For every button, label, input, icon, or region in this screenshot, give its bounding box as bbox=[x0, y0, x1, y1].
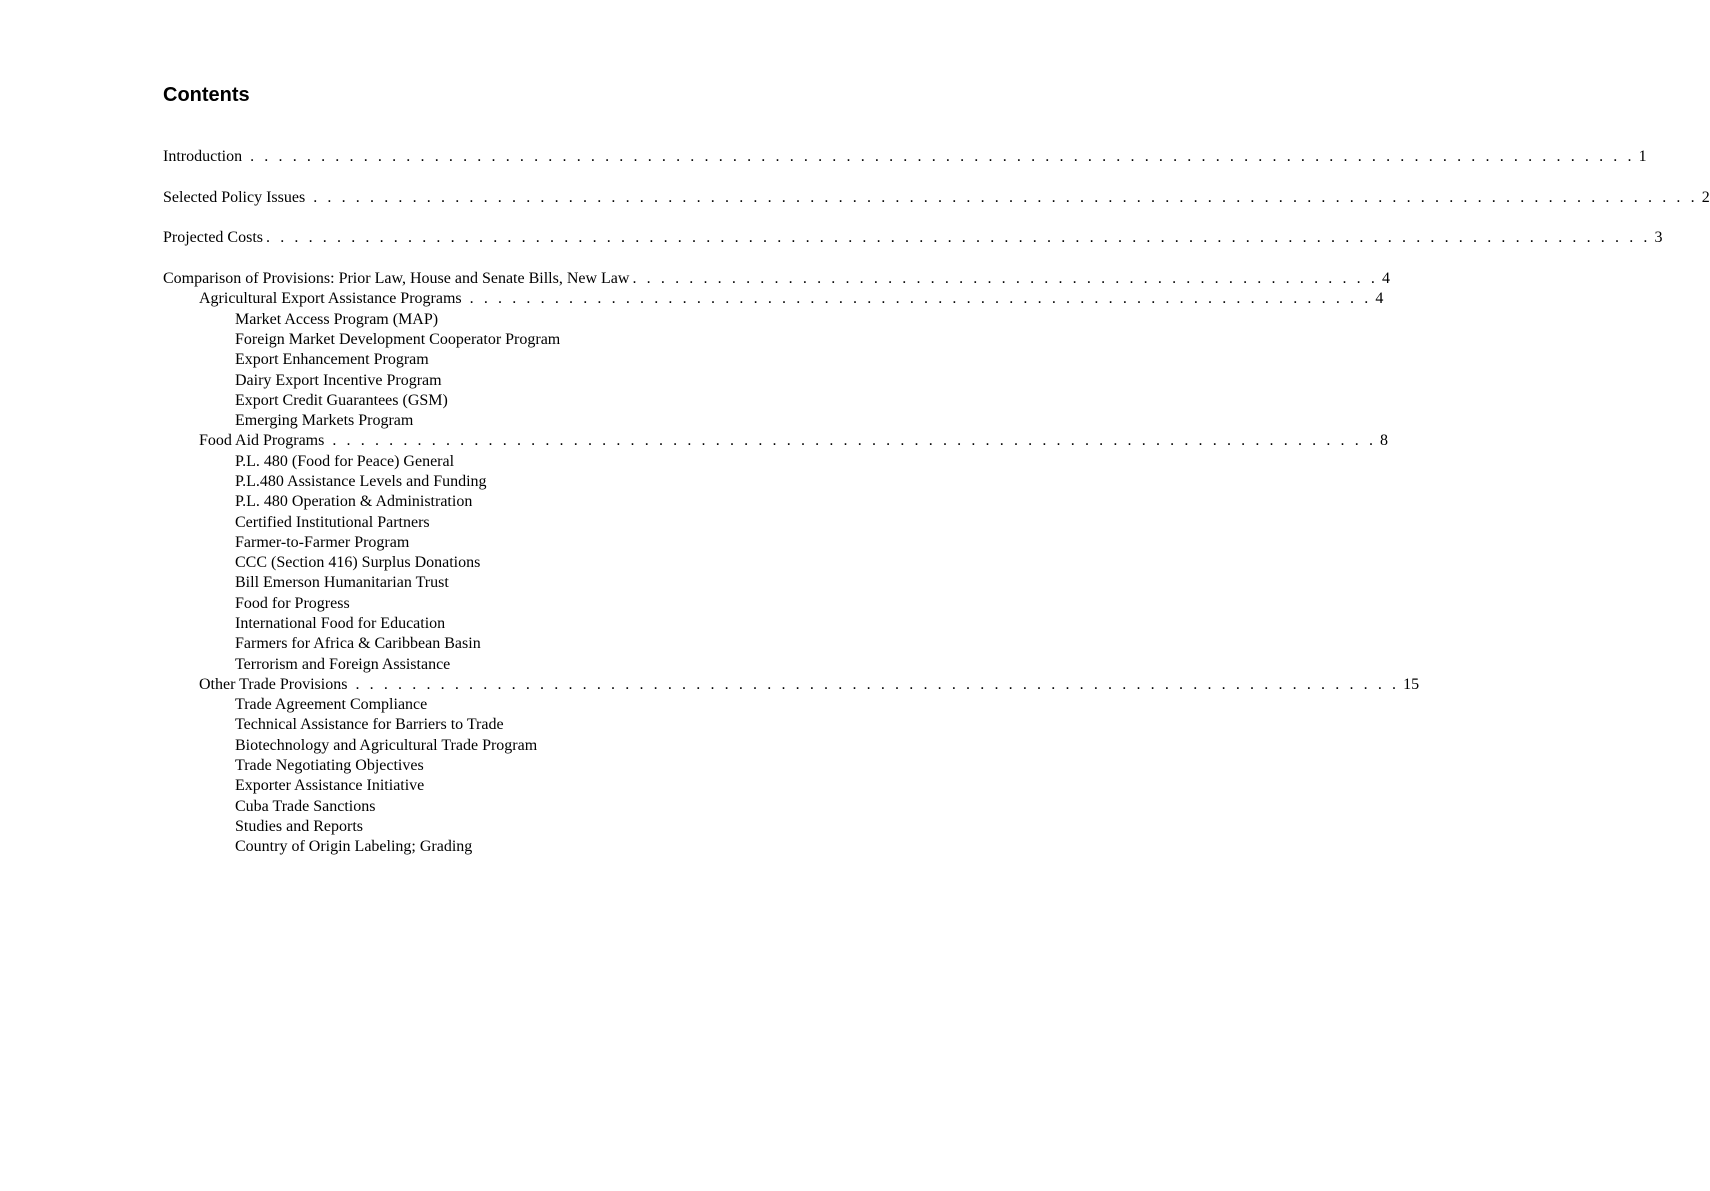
toc-subitem-label: Technical Assistance for Barriers to Trade bbox=[235, 716, 504, 733]
toc-subitem-label: Dairy Export Incentive Program bbox=[235, 372, 442, 389]
toc-subitem-emerging-markets[interactable] bbox=[235, 411, 758, 431]
toc-page-number: 3 bbox=[1654, 229, 1663, 246]
toc-entry-selected-policy-issues[interactable] bbox=[163, 188, 1710, 208]
toc-page-number: 1 bbox=[1638, 148, 1647, 165]
toc-page-number: 4 bbox=[1381, 270, 1390, 287]
toc-entry-projected-costs[interactable] bbox=[163, 228, 1663, 248]
toc-subitem-food-for-education[interactable] bbox=[235, 614, 758, 634]
toc-entry-export-assistance[interactable] bbox=[199, 289, 1384, 309]
toc-subitem-biotechnology-trade[interactable] bbox=[235, 736, 758, 756]
toc-subitem-trade-negotiating-objectives[interactable] bbox=[235, 756, 758, 776]
toc-subitem-food-for-progress[interactable] bbox=[235, 594, 758, 614]
toc-subitem-ccc-surplus-donations[interactable] bbox=[235, 553, 758, 573]
toc-subitem-farmers-africa-caribbean[interactable] bbox=[235, 634, 758, 654]
toc-subitem-export-enhancement[interactable] bbox=[235, 350, 758, 370]
dot-leader: . . . . . . . . . . . . . . . . . . . . . . . . . . . . . . . . . . . . . . . . . . . . . . . . . . . . . . . . . . . . . . . . bbox=[469, 290, 1372, 307]
toc-subitem-foreign-market-development[interactable] bbox=[235, 330, 758, 350]
toc-subitem-export-credit-guarantees[interactable] bbox=[235, 391, 758, 411]
dot-leader: . . . . . . . . . . . . . . . . . . . . . . . . . . . . . . . . . . . . . . . . . . . . . . . . . . . . . bbox=[632, 270, 1378, 287]
toc-subitem-studies-reports[interactable] bbox=[235, 817, 758, 837]
dot-leader: . . . . . . . . . . . . . . . . . . . . . . . . . . . . . . . . . . . . . . . . . . . . . . . . . . . . . . . . . . . . . . . . . . . . . . . . . . . . . . . . . . . . . . . . . . . . . . . . . . bbox=[266, 229, 1651, 246]
toc-subitem-technical-assistance-barriers[interactable] bbox=[235, 715, 758, 735]
toc-subitem-label: Country of Origin Labeling; Grading bbox=[235, 838, 473, 855]
toc-subitem-label: Studies and Reports bbox=[235, 818, 363, 835]
toc-subitem-label: Market Access Program (MAP) bbox=[235, 311, 439, 328]
toc-subitem-label: Exporter Assistance Initiative bbox=[235, 777, 425, 794]
toc-subitem-certified-partners[interactable] bbox=[235, 513, 758, 533]
toc-subitem-label: Terrorism and Foreign Assistance bbox=[235, 656, 451, 673]
toc-subitem-label: Certified Institutional Partners bbox=[235, 514, 430, 531]
toc-subitem-label: Export Enhancement Program bbox=[235, 351, 429, 368]
toc-subitem-label: Farmers for Africa & Caribbean Basin bbox=[235, 635, 481, 652]
toc-subitem-farmer-to-farmer[interactable] bbox=[235, 533, 758, 553]
toc-subitem-label: International Food for Education bbox=[235, 615, 446, 632]
toc-entry-label: Introduction bbox=[163, 148, 243, 165]
toc-subitem-label: P.L. 480 Operation & Administration bbox=[235, 493, 473, 510]
toc-subitem-label: Foreign Market Development Cooperator Program bbox=[235, 331, 561, 348]
dot-leader: . . . . . . . . . . . . . . . . . . . . . . . . . . . . . . . . . . . . . . . . . . . . . . . . . . . . . . . . . . . . . . . . . . . . . . . . . . bbox=[332, 432, 1377, 449]
toc-page-number: 4 bbox=[1375, 290, 1384, 307]
toc-subitem-label: Biotechnology and Agricultural Trade Program bbox=[235, 737, 538, 754]
toc-entry-label: Comparison of Provisions: Prior Law, House and Senate Bills, New Law bbox=[163, 270, 630, 287]
toc-subitem-label: P.L.480 Assistance Levels and Funding bbox=[235, 473, 487, 490]
toc-entry-label: Food Aid Programs bbox=[199, 432, 325, 449]
toc-subitem-market-access-program[interactable] bbox=[235, 310, 758, 330]
toc-subitem-pl480-general[interactable] bbox=[235, 452, 758, 472]
toc-subitem-label: Trade Negotiating Objectives bbox=[235, 757, 424, 774]
toc-entry-label: Other Trade Provisions bbox=[199, 676, 348, 693]
toc-subitem-emerson-trust[interactable] bbox=[235, 573, 758, 593]
toc-subitem-label: Farmer-to-Farmer Program bbox=[235, 534, 410, 551]
dot-leader: . . . . . . . . . . . . . . . . . . . . . . . . . . . . . . . . . . . . . . . . . . . . . . . . . . . . . . . . . . . . . . . . . . . . . . . . . . . . . . . . . . . . . . . . . . . . . . . . . . bbox=[250, 148, 1635, 165]
toc-subitem-cuba-trade-sanctions[interactable] bbox=[235, 797, 758, 817]
toc-subitem-label: P.L. 480 (Food for Peace) General bbox=[235, 453, 455, 470]
toc-page-number: 8 bbox=[1380, 432, 1389, 449]
toc-subitem-label: Bill Emerson Humanitarian Trust bbox=[235, 574, 449, 591]
toc-entry-label: Agricultural Export Assistance Programs bbox=[199, 290, 462, 307]
toc-subitem-label: CCC (Section 416) Surplus Donations bbox=[235, 554, 481, 571]
toc-entry-label: Projected Costs bbox=[163, 229, 263, 246]
toc-subitem-label: Cuba Trade Sanctions bbox=[235, 798, 376, 815]
toc-entry-comparison-of-provisions[interactable] bbox=[163, 269, 1390, 289]
page-title: Contents bbox=[163, 84, 250, 106]
toc-subitem-label: Food for Progress bbox=[235, 595, 350, 612]
toc-subitem-label: Trade Agreement Compliance bbox=[235, 696, 428, 713]
toc-subitem-label: Emerging Markets Program bbox=[235, 412, 414, 429]
toc-page-number: 2 bbox=[1701, 189, 1710, 206]
toc-subitem-country-of-origin-labeling[interactable] bbox=[235, 837, 758, 857]
toc-entry-introduction[interactable] bbox=[163, 147, 1647, 167]
dot-leader: . . . . . . . . . . . . . . . . . . . . . . . . . . . . . . . . . . . . . . . . . . . . . . . . . . . . . . . . . . . . . . . . . . . . . . . . . . bbox=[355, 676, 1400, 693]
toc-subitem-pl480-levels-funding[interactable] bbox=[235, 472, 758, 492]
toc-subitem-pl480-operation[interactable] bbox=[235, 492, 758, 512]
toc-entry-food-aid[interactable] bbox=[199, 431, 1389, 451]
toc-entry-label: Selected Policy Issues bbox=[163, 189, 306, 206]
toc-page-number: 15 bbox=[1403, 676, 1420, 693]
toc-subitem-exporter-assistance[interactable] bbox=[235, 776, 758, 796]
toc-subitem-terrorism-foreign-assistance[interactable] bbox=[235, 655, 758, 675]
toc-entry-other-trade[interactable] bbox=[199, 675, 1420, 695]
dot-leader: . . . . . . . . . . . . . . . . . . . . . . . . . . . . . . . . . . . . . . . . . . . . . . . . . . . . . . . . . . . . . . . . . . . . . . . . . . . . . . . . . . . . . . . . . . . . . . . . . . bbox=[313, 189, 1698, 206]
toc-subitem-label: Export Credit Guarantees (GSM) bbox=[235, 392, 448, 409]
toc-subitem-dairy-export-incentive[interactable] bbox=[235, 371, 758, 391]
toc-subitem-trade-agreement-compliance[interactable] bbox=[235, 695, 758, 715]
